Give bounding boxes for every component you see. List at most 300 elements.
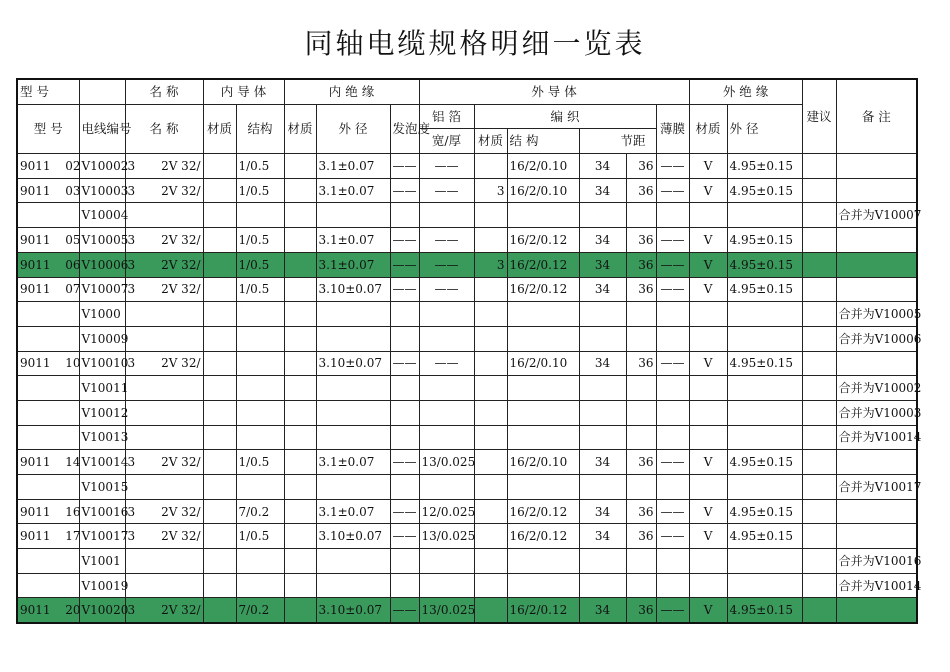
cell-name-count: 3 <box>127 603 136 618</box>
cell-oi-material <box>689 425 727 450</box>
cell-oi-diameter <box>727 203 802 228</box>
header-inner-insulation: 内 绝 缘 <box>284 79 419 104</box>
spec-table <box>16 78 922 624</box>
cell-model <box>17 203 79 228</box>
cell-pitch-1 <box>579 475 626 500</box>
cell-braid-structure: 16/2/0.12 <box>507 598 579 623</box>
cell-oi-material <box>689 549 727 574</box>
cell-model-suffix: 02 <box>65 158 81 173</box>
cell-name <box>125 302 203 327</box>
cell-name <box>125 499 203 524</box>
cell-oi-material: V <box>689 277 727 302</box>
table-row <box>17 573 917 598</box>
cell-foil: —— <box>419 351 474 376</box>
cell-oi-diameter: 4.95±0.15 <box>727 228 802 253</box>
table-row <box>17 450 917 475</box>
cell-suggestion <box>802 302 836 327</box>
cell-oi-material: V <box>689 351 727 376</box>
cell-pitch-1: 34 <box>579 178 626 203</box>
cell-model <box>17 351 79 376</box>
cell-ins-material <box>284 302 316 327</box>
cell-braid-material <box>474 425 507 450</box>
cell-oi-diameter: 4.95±0.15 <box>727 277 802 302</box>
cell-model-text: 9011 <box>20 504 51 519</box>
cell-film <box>656 326 689 351</box>
cell-remarks: 合并为V10017 <box>836 475 917 500</box>
cell-structure <box>236 425 284 450</box>
cell-braid-structure: 16/2/0.10 <box>507 178 579 203</box>
cell-ins-material <box>284 228 316 253</box>
cell-film <box>656 549 689 574</box>
cell-foil <box>419 203 474 228</box>
cell-model-text: 9011 <box>20 455 51 470</box>
cell-oi-material: V <box>689 252 727 277</box>
cell-name <box>125 573 203 598</box>
cell-foam <box>390 302 419 327</box>
cell-braid-structure: 16/2/0.10 <box>507 154 579 179</box>
cell-suggestion <box>802 252 836 277</box>
table-row <box>17 351 917 376</box>
cell-oi-material: V <box>689 598 727 623</box>
header-oi-diameter: 外 径 <box>727 104 802 153</box>
cell-ins-material <box>284 154 316 179</box>
header-inner-conductor: 内 导 体 <box>203 79 284 104</box>
cell-suggestion <box>802 549 836 574</box>
cell-ins-diameter <box>316 203 390 228</box>
cell-pitch-2 <box>626 203 656 228</box>
cell-oi-diameter: 4.95±0.15 <box>727 524 802 549</box>
cell-cable-no: V10004 <box>79 203 125 228</box>
cell-braid-structure <box>507 549 579 574</box>
cell-name-count: 3 <box>127 282 136 297</box>
cell-pitch-1 <box>579 326 626 351</box>
cell-name <box>125 450 203 475</box>
cell-suggestion <box>802 573 836 598</box>
cell-film: —— <box>656 598 689 623</box>
cell-suggestion <box>802 154 836 179</box>
cell-structure: 1/0.5 <box>236 154 284 179</box>
cell-remarks: 合并为V10014 <box>836 573 917 598</box>
cell-pitch-2 <box>626 573 656 598</box>
cell-oi-material: V <box>689 499 727 524</box>
cell-pitch-2: 36 <box>626 524 656 549</box>
cell-film: —— <box>656 228 689 253</box>
cell-braid-structure <box>507 203 579 228</box>
cell-material <box>203 228 236 253</box>
cell-foil: 13/0.025 <box>419 450 474 475</box>
cell-pitch-1 <box>579 302 626 327</box>
header-remarks: 备 注 <box>836 79 917 154</box>
cell-pitch-1 <box>579 203 626 228</box>
cell-braid-structure <box>507 425 579 450</box>
table-row <box>17 178 917 203</box>
header-oi-material: 材质 <box>689 104 727 153</box>
cell-model <box>17 277 79 302</box>
cell-oi-material <box>689 326 727 351</box>
cell-model <box>17 252 79 277</box>
header-foil: 铝 箔 <box>419 104 474 129</box>
cell-film <box>656 376 689 401</box>
cell-film: —— <box>656 277 689 302</box>
cell-model <box>17 425 79 450</box>
cell-material <box>203 524 236 549</box>
cell-remarks: 合并为V10007 <box>836 203 917 228</box>
cell-ins-diameter <box>316 302 390 327</box>
cell-ins-diameter: 3.1±0.07 <box>316 228 390 253</box>
cell-braid-structure <box>507 400 579 425</box>
cell-braid-material <box>474 598 507 623</box>
cell-name <box>125 598 203 623</box>
cell-structure <box>236 475 284 500</box>
cell-structure <box>236 302 284 327</box>
cell-ins-diameter <box>316 573 390 598</box>
cell-suggestion <box>802 425 836 450</box>
cell-name <box>125 475 203 500</box>
header-material: 材质 <box>203 104 236 153</box>
cell-braid-material <box>474 302 507 327</box>
cell-oi-diameter <box>727 302 802 327</box>
cell-pitch-2: 36 <box>626 277 656 302</box>
cell-suggestion <box>802 598 836 623</box>
cell-oi-diameter <box>727 475 802 500</box>
cell-braid-material <box>474 549 507 574</box>
cell-braid-structure <box>507 326 579 351</box>
cell-cable-no: V10009 <box>79 326 125 351</box>
cell-structure: 1/0.5 <box>236 178 284 203</box>
cell-foil <box>419 400 474 425</box>
cell-ins-material <box>284 400 316 425</box>
cell-cable-no: V10015 <box>79 475 125 500</box>
header-cable-no: 电线编号 <box>79 104 125 153</box>
table-row <box>17 154 917 179</box>
cell-model <box>17 302 79 327</box>
cell-ins-diameter <box>316 400 390 425</box>
cell-suggestion <box>802 524 836 549</box>
header-suggestion: 建议 <box>802 79 836 154</box>
cell-name-count: 3 <box>127 504 136 519</box>
cell-name <box>125 425 203 450</box>
cell-foam: —— <box>390 450 419 475</box>
table-row <box>17 400 917 425</box>
cell-structure: 1/0.5 <box>236 277 284 302</box>
cell-name-count: 3 <box>127 257 136 272</box>
cell-ins-material <box>284 277 316 302</box>
cell-cable-no: V10017 <box>79 524 125 549</box>
cell-remarks: 合并为V10003 <box>836 400 917 425</box>
cell-name <box>125 549 203 574</box>
cell-name <box>125 203 203 228</box>
cell-ins-diameter: 3.1±0.07 <box>316 252 390 277</box>
cell-model-text: 9011 <box>20 356 51 371</box>
cell-braid-structure: 16/2/0.10 <box>507 351 579 376</box>
cell-foil <box>419 326 474 351</box>
cell-material <box>203 326 236 351</box>
cell-name-count: 3 <box>127 232 136 247</box>
cell-foil <box>419 302 474 327</box>
cell-ins-diameter: 3.1±0.07 <box>316 178 390 203</box>
cell-braid-material <box>474 228 507 253</box>
cell-model-suffix: 17 <box>65 529 81 544</box>
cell-model-text: 9011 <box>20 257 51 272</box>
cell-model <box>17 524 79 549</box>
table-row <box>17 524 917 549</box>
table-row <box>17 302 917 327</box>
cell-braid-material <box>474 154 507 179</box>
cell-material <box>203 302 236 327</box>
cell-ins-material <box>284 203 316 228</box>
page-title: 同轴电缆规格明细一览表 <box>304 27 646 60</box>
cell-film: —— <box>656 524 689 549</box>
cell-ins-material <box>284 326 316 351</box>
cell-ins-material <box>284 573 316 598</box>
cell-braid-material <box>474 203 507 228</box>
cell-model-text: 9011 <box>20 529 51 544</box>
header-name: 名 称 <box>125 79 203 104</box>
header-ins-diameter: 外 径 <box>316 104 390 153</box>
cell-ins-diameter <box>316 376 390 401</box>
cell-foil <box>419 425 474 450</box>
cell-name-spec: 2V 32/ <box>161 232 201 247</box>
cell-foam: —— <box>390 277 419 302</box>
cell-oi-material: V <box>689 450 727 475</box>
cell-foam: —— <box>390 524 419 549</box>
cell-foil: —— <box>419 154 474 179</box>
cell-film <box>656 400 689 425</box>
cell-oi-material <box>689 573 727 598</box>
cell-material <box>203 573 236 598</box>
cell-pitch-2: 36 <box>626 450 656 475</box>
cell-name <box>125 326 203 351</box>
cell-ins-diameter: 3.1±0.07 <box>316 499 390 524</box>
cell-ins-material <box>284 252 316 277</box>
cell-ins-material <box>284 499 316 524</box>
header-model: 型 号 <box>17 79 79 104</box>
cell-material <box>203 450 236 475</box>
cell-name-spec: 2V 32/ <box>161 356 201 371</box>
cell-foil: 13/0.025 <box>419 524 474 549</box>
cell-ins-material <box>284 549 316 574</box>
cell-model-suffix: 10 <box>65 356 81 371</box>
cell-ins-material <box>284 376 316 401</box>
cell-cable-no: V10012 <box>79 400 125 425</box>
cell-ins-material <box>284 178 316 203</box>
cell-foam <box>390 425 419 450</box>
cell-foil <box>419 549 474 574</box>
cell-pitch-2 <box>626 475 656 500</box>
cell-ins-diameter: 3.1±0.07 <box>316 450 390 475</box>
cell-foil <box>419 475 474 500</box>
cell-remarks: 合并为V10016 <box>836 549 917 574</box>
cell-material <box>203 499 236 524</box>
cell-oi-diameter: 4.95±0.15 <box>727 154 802 179</box>
cell-ins-material <box>284 475 316 500</box>
cell-oi-material <box>689 302 727 327</box>
cell-ins-diameter: 3.10±0.07 <box>316 524 390 549</box>
cell-cable-no: V10019 <box>79 573 125 598</box>
cell-ins-diameter: 3.10±0.07 <box>316 277 390 302</box>
header-foam: 发泡度 <box>390 104 419 153</box>
cell-foil <box>419 376 474 401</box>
cell-name <box>125 524 203 549</box>
cell-remarks <box>836 450 917 475</box>
header-braid-material: 材质 <box>474 129 507 154</box>
cell-structure: 1/0.5 <box>236 228 284 253</box>
cell-suggestion <box>802 326 836 351</box>
cell-pitch-2: 36 <box>626 351 656 376</box>
cell-material <box>203 400 236 425</box>
cell-braid-material <box>474 400 507 425</box>
cell-model <box>17 598 79 623</box>
cell-pitch-1: 34 <box>579 450 626 475</box>
cell-oi-material: V <box>689 154 727 179</box>
cell-oi-diameter: 4.95±0.15 <box>727 450 802 475</box>
header-structure: 结构 <box>236 104 284 153</box>
header-braid-structure: 结 构 <box>507 129 579 154</box>
cell-pitch-2: 36 <box>626 252 656 277</box>
cell-braid-structure <box>507 573 579 598</box>
cell-remarks <box>836 252 917 277</box>
cell-foil: —— <box>419 252 474 277</box>
cell-remarks <box>836 228 917 253</box>
cell-foam <box>390 400 419 425</box>
cell-cable-no: V10011 <box>79 376 125 401</box>
cell-remarks <box>836 351 917 376</box>
header-row-1 <box>17 79 917 104</box>
cell-ins-material <box>284 450 316 475</box>
cell-braid-material <box>474 524 507 549</box>
cell-pitch-2 <box>626 302 656 327</box>
cell-pitch-2: 36 <box>626 598 656 623</box>
cell-name <box>125 277 203 302</box>
cell-suggestion <box>802 228 836 253</box>
cell-material <box>203 425 236 450</box>
cell-ins-diameter: 3.10±0.07 <box>316 351 390 376</box>
cell-name-spec: 2V 32/ <box>161 158 201 173</box>
cell-braid-material <box>474 475 507 500</box>
cell-model-suffix: 20 <box>65 603 81 618</box>
cell-material <box>203 351 236 376</box>
cell-model <box>17 154 79 179</box>
cell-pitch-2 <box>626 400 656 425</box>
cell-material <box>203 475 236 500</box>
cell-pitch-1: 34 <box>579 524 626 549</box>
cell-model-suffix: 06 <box>65 257 81 272</box>
header-pitch: 节距 <box>579 129 656 154</box>
cell-oi-diameter: 4.95±0.15 <box>727 351 802 376</box>
cell-pitch-2 <box>626 326 656 351</box>
cell-model <box>17 549 79 574</box>
cell-film: —— <box>656 154 689 179</box>
cell-name-spec: 2V 32/ <box>161 603 201 618</box>
cell-name-count: 3 <box>127 529 136 544</box>
cell-pitch-1: 34 <box>579 598 626 623</box>
cell-pitch-2: 36 <box>626 499 656 524</box>
header-name-2: 名 称 <box>125 104 203 153</box>
cell-cable-no: V10006 <box>79 252 125 277</box>
cell-braid-material <box>474 499 507 524</box>
cell-foam: —— <box>390 351 419 376</box>
cell-name <box>125 228 203 253</box>
cell-structure <box>236 549 284 574</box>
cell-remarks <box>836 598 917 623</box>
cell-name-count: 3 <box>127 183 136 198</box>
cell-suggestion <box>802 475 836 500</box>
cell-foil: 12/0.025 <box>419 499 474 524</box>
cell-oi-material <box>689 203 727 228</box>
cell-oi-diameter: 4.95±0.15 <box>727 499 802 524</box>
cell-pitch-1: 34 <box>579 351 626 376</box>
cell-film: —— <box>656 450 689 475</box>
cell-oi-diameter <box>727 425 802 450</box>
cell-oi-material <box>689 376 727 401</box>
cell-oi-material: V <box>689 178 727 203</box>
cell-remarks: 合并为V10002 <box>836 376 917 401</box>
table-row <box>17 598 917 623</box>
cell-braid-material: 3 <box>474 252 507 277</box>
cell-pitch-1: 34 <box>579 499 626 524</box>
cell-foam <box>390 376 419 401</box>
cell-name-spec: 2V 32/ <box>161 504 201 519</box>
cell-cable-no: V10016 <box>79 499 125 524</box>
cell-foil: —— <box>419 178 474 203</box>
cell-cable-no: V10010 <box>79 351 125 376</box>
cell-braid-structure: 16/2/0.12 <box>507 228 579 253</box>
cell-pitch-1 <box>579 376 626 401</box>
cell-film <box>656 573 689 598</box>
cell-model <box>17 499 79 524</box>
table-row <box>17 252 917 277</box>
cell-foam: —— <box>390 598 419 623</box>
cell-name <box>125 351 203 376</box>
cell-foil: —— <box>419 228 474 253</box>
cell-model-suffix: 05 <box>65 232 81 247</box>
cell-pitch-1 <box>579 425 626 450</box>
cell-oi-diameter <box>727 400 802 425</box>
cell-structure: 1/0.5 <box>236 252 284 277</box>
cell-ins-material <box>284 425 316 450</box>
cell-pitch-2 <box>626 549 656 574</box>
cell-remarks: 合并为V10005 <box>836 302 917 327</box>
cell-pitch-1 <box>579 573 626 598</box>
cell-ins-material <box>284 351 316 376</box>
cell-ins-diameter: 3.10±0.07 <box>316 598 390 623</box>
cell-model <box>17 376 79 401</box>
cell-foam: —— <box>390 252 419 277</box>
cell-model-suffix: 16 <box>65 504 81 519</box>
cell-structure: 1/0.5 <box>236 450 284 475</box>
cell-oi-material: V <box>689 228 727 253</box>
cell-cable-no: V10003 <box>79 178 125 203</box>
cell-cable-no: V10007 <box>79 277 125 302</box>
cell-foam <box>390 475 419 500</box>
cell-ins-diameter: 3.1±0.07 <box>316 154 390 179</box>
table-row <box>17 425 917 450</box>
cell-braid-structure: 16/2/0.12 <box>507 252 579 277</box>
header-width-thick: 宽/厚 <box>419 129 474 154</box>
cell-braid-material <box>474 277 507 302</box>
cell-suggestion <box>802 203 836 228</box>
cell-remarks: 合并为V10006 <box>836 326 917 351</box>
header-outer-insulation: 外 绝 缘 <box>689 79 802 104</box>
cell-ins-material <box>284 524 316 549</box>
cell-material <box>203 277 236 302</box>
cell-oi-diameter <box>727 549 802 574</box>
cell-foam: —— <box>390 178 419 203</box>
cell-model <box>17 178 79 203</box>
cell-material <box>203 154 236 179</box>
table-row <box>17 475 917 500</box>
cell-braid-material <box>474 376 507 401</box>
